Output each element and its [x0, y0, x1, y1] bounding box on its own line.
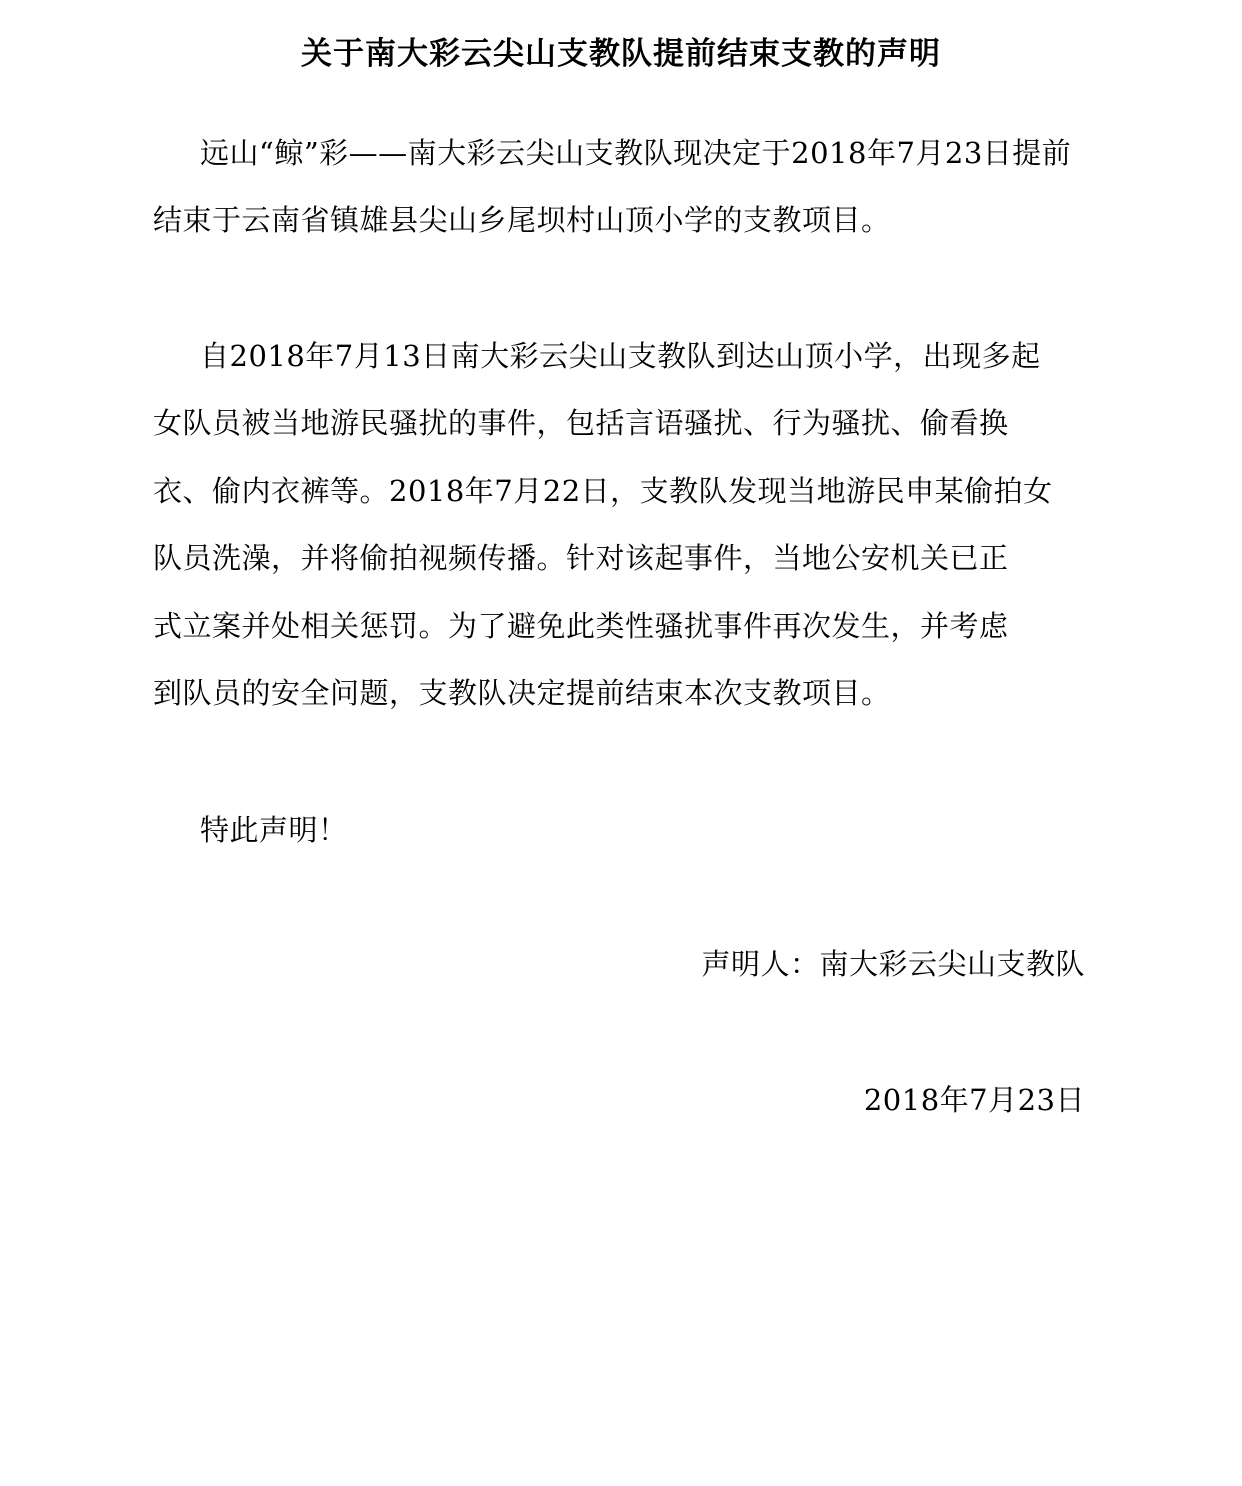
closing-statement: 特此声明！	[200, 813, 348, 847]
paragraph-line: 衣、偷内衣裤等。2018年7月22日，支教队发现当地游民申某偷拍女	[153, 474, 1053, 508]
signature: 声明人：南大彩云尖山支教队	[701, 947, 1085, 981]
paragraph-line: 队员洗澡，并将偷拍视频传播。针对该起事件，当地公安机关已正	[153, 541, 1009, 575]
paragraph-line: 女队员被当地游民骚扰的事件，包括言语骚扰、行为骚扰、偷看换	[153, 406, 1009, 440]
paragraph-line: 式立案并处相关惩罚。为了避免此类性骚扰事件再次发生，并考虑	[153, 609, 1009, 643]
statement-date: 2018年7月23日	[863, 1083, 1085, 1117]
paragraph-line: 自2018年7月13日南大彩云尖山支教队到达山顶小学，出现多起	[200, 339, 1041, 373]
paragraph-line: 远山“鲸”彩——南大彩云尖山支教队现决定于2018年7月23日提前	[200, 136, 1072, 170]
paragraph-line: 结束于云南省镇雄县尖山乡尾坝村山顶小学的支教项目。	[153, 203, 891, 237]
paragraph-line: 到队员的安全问题，支教队决定提前结束本次支教项目。	[153, 676, 891, 710]
document-title: 关于南大彩云尖山支教队提前结束支教的声明	[301, 36, 941, 72]
